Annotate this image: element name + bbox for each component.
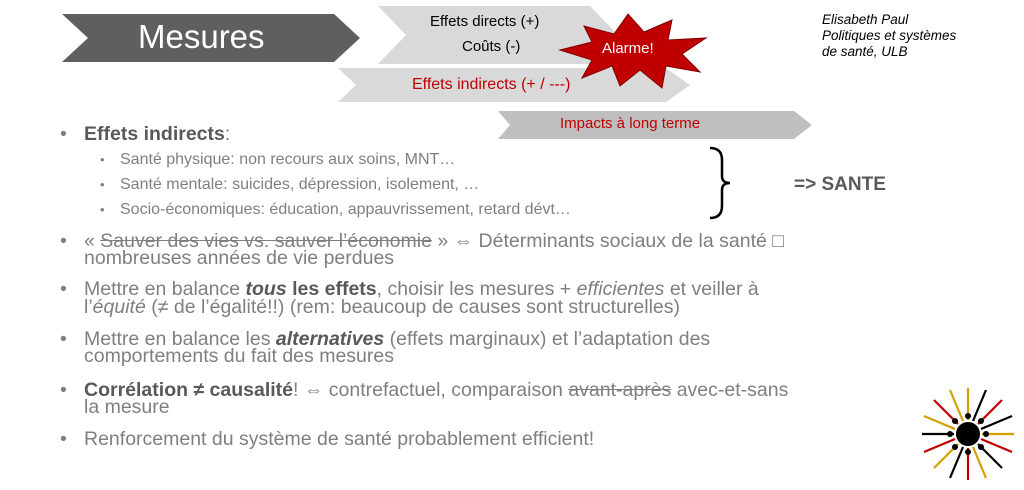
- bullet-2-open: «: [84, 230, 101, 252]
- bullet-4-a: Mettre en balance les: [84, 328, 276, 350]
- bullet-2-line2: nombreuses années de vie perdues: [84, 247, 395, 269]
- author-institution: de santé, ULB: [822, 44, 908, 59]
- bullet-3-a: Mettre en balance: [84, 278, 246, 300]
- effets-directs-label: Effets directs (+): [430, 13, 540, 30]
- author-name: Elisabeth Paul: [822, 12, 909, 27]
- bullet-4-alternatives: alternatives: [275, 328, 385, 350]
- bullet-3-tous: tous: [245, 278, 287, 300]
- bullet-2-rest: » ⇔ Déterminants sociaux de la santé: [431, 230, 773, 252]
- sante-label: => SANTE: [794, 174, 886, 195]
- bullet-5-line2: la mesure: [84, 396, 170, 418]
- bullet-dot: •: [60, 230, 67, 252]
- bullet-3-effets: les effets: [286, 278, 377, 300]
- bullet-4-line2: comportements du fait des mesures: [84, 345, 394, 367]
- virus-icon: [918, 384, 1018, 484]
- bullet-3-efficientes: efficientes: [576, 278, 665, 300]
- bullet-4-b: (effets marginaux) et l’adaptation des: [384, 328, 711, 350]
- bullet-dot: •: [100, 152, 105, 167]
- missing-glyph-box: □: [772, 230, 785, 252]
- impacts-label: Impacts à long terme: [560, 115, 701, 132]
- bullet-dot: •: [60, 379, 67, 401]
- bullet-5-bold: Corrélation ≠ causalité: [84, 379, 294, 401]
- sub-bullet-3-text: Socio-économiques: éducation, appauvrissement, retard dévt…: [120, 201, 571, 218]
- mesures-title: Mesures: [138, 18, 265, 55]
- bullet-3-b: , choisir les mesures +: [376, 278, 577, 300]
- bullet-3-d: l’: [84, 296, 93, 318]
- author-course: Politiques et systèmes: [822, 28, 957, 43]
- bullet-5-b: avec-et-sans: [671, 379, 789, 401]
- couts-label: Coûts (-): [462, 38, 521, 55]
- bullet-3-c: et veiller à: [664, 278, 759, 300]
- bullet-dot: •: [100, 202, 105, 217]
- bullet-dot: •: [100, 177, 105, 192]
- sub-bullet-2-text: Santé mentale: suicides, dépression, isolement, …: [120, 176, 480, 193]
- sub-bullet-1-text: Santé physique: non recours aux soins, MNT…: [120, 151, 456, 168]
- bullet-3-equite: équité: [92, 296, 146, 318]
- bullet-1-label: Effets indirects: [84, 123, 225, 145]
- bullet-dot: •: [60, 123, 67, 145]
- bullet-1-colon: :: [224, 123, 231, 145]
- bullet-2-strike: Sauver des vies vs. sauver l’économie: [100, 230, 432, 252]
- alarm-label: Alarme!: [602, 40, 654, 57]
- bracket: [706, 146, 732, 220]
- bullet-3-e: (≠ de l’égalité!!) (rem: beaucoup de causes sont structurelles): [145, 296, 681, 318]
- bullet-6-text: Renforcement du système de santé probablement efficient!: [84, 428, 595, 450]
- author-credit: [822, 12, 956, 60]
- bullet-dot: •: [60, 278, 67, 300]
- bullet-5-a: ! ⇔ contrefactuel, comparaison: [293, 379, 569, 401]
- bullet-dot: •: [60, 328, 67, 350]
- bullet-dot: •: [60, 428, 67, 450]
- bullet-5-strike: avant-après: [568, 379, 672, 401]
- effets-indirects-label: Effets indirects (+ / ---): [412, 76, 571, 93]
